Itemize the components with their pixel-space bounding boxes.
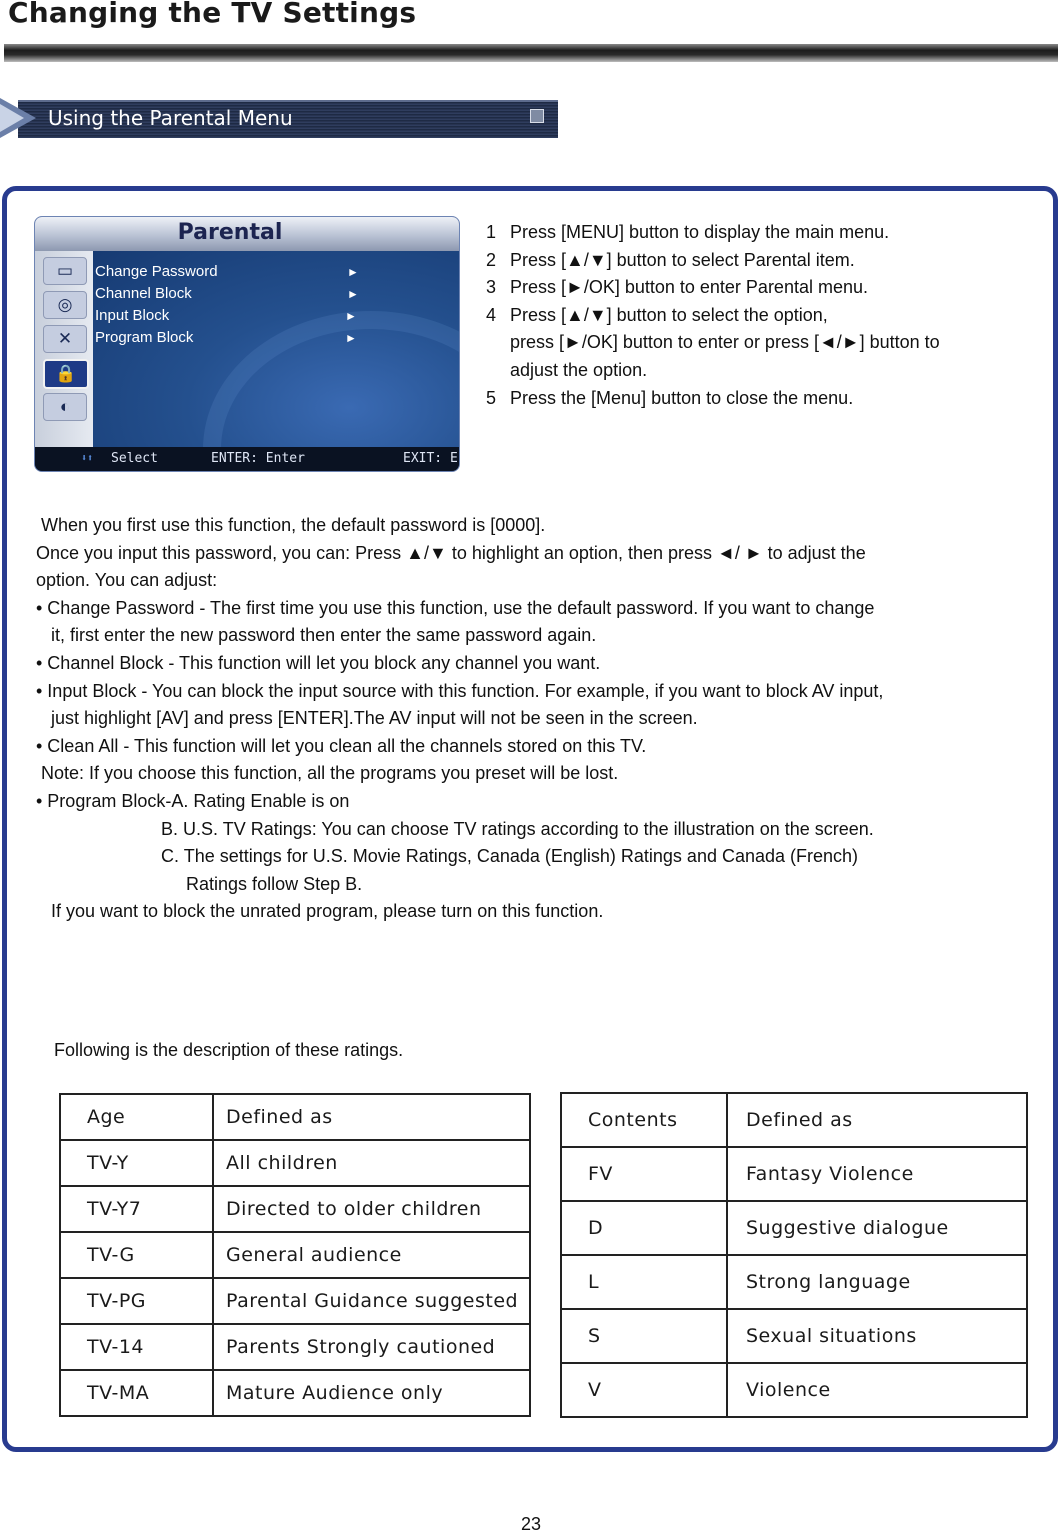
table-cell: S — [561, 1309, 727, 1363]
tv-menu-header — [35, 217, 459, 251]
table-cell: TV-G — [60, 1232, 213, 1278]
table-cell: Directed to older children — [213, 1186, 530, 1232]
table-cell: Suggestive dialogue — [727, 1201, 1027, 1255]
step-number: 5 — [486, 387, 497, 408]
table-cell: All children — [213, 1140, 530, 1186]
table-cell: Defined as — [213, 1094, 530, 1140]
table-cell: Contents — [561, 1093, 727, 1147]
channel-icon[interactable]: ◐ — [43, 393, 87, 421]
tv-menu-sidebar — [35, 251, 93, 447]
paragraph-line: If you want to block the unrated program, please turn on this function. — [36, 901, 604, 922]
footer-select-hint: Select — [111, 451, 158, 466]
nav-arrows-icon: ⬇⬆ — [81, 453, 94, 464]
bullet-line: • Clean All - This function will let you clean all the channels stored on this TV. — [36, 735, 647, 756]
bullet-line: C. The settings for U.S. Movie Ratings, Canada (English) Ratings and Canada (French) — [36, 846, 859, 867]
step-number: 1 — [486, 222, 497, 242]
table-cell: Fantasy Violence — [727, 1147, 1027, 1201]
banner-square-icon — [530, 109, 544, 123]
title-rule — [4, 44, 1058, 62]
table-row — [60, 1370, 530, 1416]
step-text: press [►/OK] button to enter or press [◄/►] button to — [510, 332, 940, 353]
audio-icon[interactable]: ◎ — [43, 291, 87, 319]
footer-exit-hint: EXIT: E — [403, 451, 458, 466]
table-row — [60, 1278, 530, 1324]
menu-item-input-block[interactable]: Input Block — [95, 307, 170, 324]
table-cell: Age — [60, 1094, 213, 1140]
table-row — [60, 1140, 530, 1186]
bullet-line: • Change Password - The first time you use this function, use the default password. If you want to change — [36, 597, 875, 618]
paragraph-line: Once you input this password, you can: Press ▲/▼ to highlight an option, then press ◄/ ► to adjust the — [36, 542, 866, 563]
section-banner — [0, 98, 560, 138]
step-text: adjust the option. — [510, 359, 648, 380]
tv-menu-main — [93, 251, 459, 447]
banner-arrow-highlight-icon — [0, 104, 24, 132]
lock-icon[interactable]: 🔒 — [43, 359, 89, 389]
step-text: Press [▲/▼] button to select Parental item. — [510, 249, 855, 270]
table-cell: TV-Y — [60, 1140, 213, 1186]
step-text: Press [►/OK] button to enter Parental menu. — [510, 277, 868, 298]
steps-list — [486, 219, 940, 412]
settings-icon[interactable]: ✕ — [43, 325, 87, 353]
tv-menu-title: Parental — [177, 220, 283, 245]
table-cell: General audience — [213, 1232, 530, 1278]
table-cell: TV-MA — [60, 1370, 213, 1416]
bullet-line: it, first enter the new password then enter the same password again. — [36, 625, 597, 646]
table-row — [60, 1186, 530, 1232]
menu-item-channel-block[interactable]: Channel Block — [95, 285, 192, 302]
section-title: Using the Parental Menu — [48, 106, 293, 130]
table-cell: TV-Y7 — [60, 1186, 213, 1232]
description-text — [36, 512, 1036, 926]
table-cell: D — [561, 1201, 727, 1255]
table-row — [561, 1201, 1027, 1255]
paragraph-line: option. You can adjust: — [36, 570, 218, 591]
table-cell: L — [561, 1255, 727, 1309]
menu-item-arrow-icon: ► — [345, 331, 357, 345]
paragraph-line: When you first use this function, the default password is [0000]. — [36, 515, 546, 535]
table-cell: TV-PG — [60, 1278, 213, 1324]
step-item — [486, 219, 940, 247]
table-cell: Sexual situations — [727, 1309, 1027, 1363]
bullet-line: Ratings follow Step B. — [36, 873, 363, 894]
table-row — [561, 1147, 1027, 1201]
menu-item-program-block[interactable]: Program Block — [95, 329, 194, 346]
table-row — [60, 1324, 530, 1370]
table-cell: Strong language — [727, 1255, 1027, 1309]
step-item — [486, 385, 940, 413]
ratings-intro: Following is the description of these ratings. — [54, 1040, 404, 1060]
footer-enter-hint: ENTER: Enter — [211, 451, 305, 466]
step-text: Press the [Menu] button to close the menu. — [510, 387, 854, 408]
table-cell: V — [561, 1363, 727, 1417]
step-number: 2 — [486, 249, 497, 270]
note-line: Note: If you choose this function, all the programs you preset will be lost. — [36, 763, 619, 784]
bullet-line: • Program Block-A. Rating Enable is on — [36, 790, 350, 811]
tv-icon[interactable]: ▭ — [43, 257, 87, 285]
table-row — [60, 1094, 530, 1140]
step-text: Press [▲/▼] button to select the option, — [510, 304, 828, 325]
menu-item-arrow-icon: ► — [347, 287, 359, 301]
table-cell: FV — [561, 1147, 727, 1201]
step-text: Press [MENU] button to display the main menu. — [510, 222, 890, 242]
step-item — [486, 247, 940, 275]
page-number: 23 — [520, 1514, 542, 1534]
contents-table — [560, 1092, 1028, 1418]
bullet-line: • Channel Block - This function will let you block any channel you want. — [36, 652, 601, 673]
table-cell: Mature Audience only — [213, 1370, 530, 1416]
menu-item-arrow-icon: ► — [345, 309, 357, 323]
table-cell: Parents Strongly cautioned — [213, 1324, 530, 1370]
table-row — [60, 1232, 530, 1278]
step-number: 4 — [486, 304, 497, 325]
tv-menu-screenshot — [34, 216, 460, 472]
table-cell: Parental Guidance suggested — [213, 1278, 530, 1324]
table-cell: Violence — [727, 1363, 1027, 1417]
age-ratings-table — [59, 1093, 531, 1417]
tv-menu-footer — [35, 447, 459, 471]
bullet-line: just highlight [AV] and press [ENTER].The AV input will not be seen in the screen. — [36, 708, 698, 729]
table-row — [561, 1255, 1027, 1309]
step-text-block — [510, 302, 940, 385]
table-row — [561, 1093, 1027, 1147]
table-cell: TV-14 — [60, 1324, 213, 1370]
step-item — [486, 274, 940, 302]
table-row — [561, 1363, 1027, 1417]
menu-item-arrow-icon: ► — [347, 265, 359, 279]
step-number: 3 — [486, 277, 497, 298]
table-row — [561, 1309, 1027, 1363]
table-cell: Defined as — [727, 1093, 1027, 1147]
page-title: Changing the TV Settings — [8, 0, 417, 29]
bullet-line: B. U.S. TV Ratings: You can choose TV ratings according to the illustration on the screen. — [36, 818, 874, 839]
step-item — [486, 302, 940, 385]
bullet-line: • Input Block - You can block the input source with this function. For example, if you want to block AV input, — [36, 680, 884, 701]
menu-item-change-password[interactable]: Change Password — [95, 263, 218, 280]
